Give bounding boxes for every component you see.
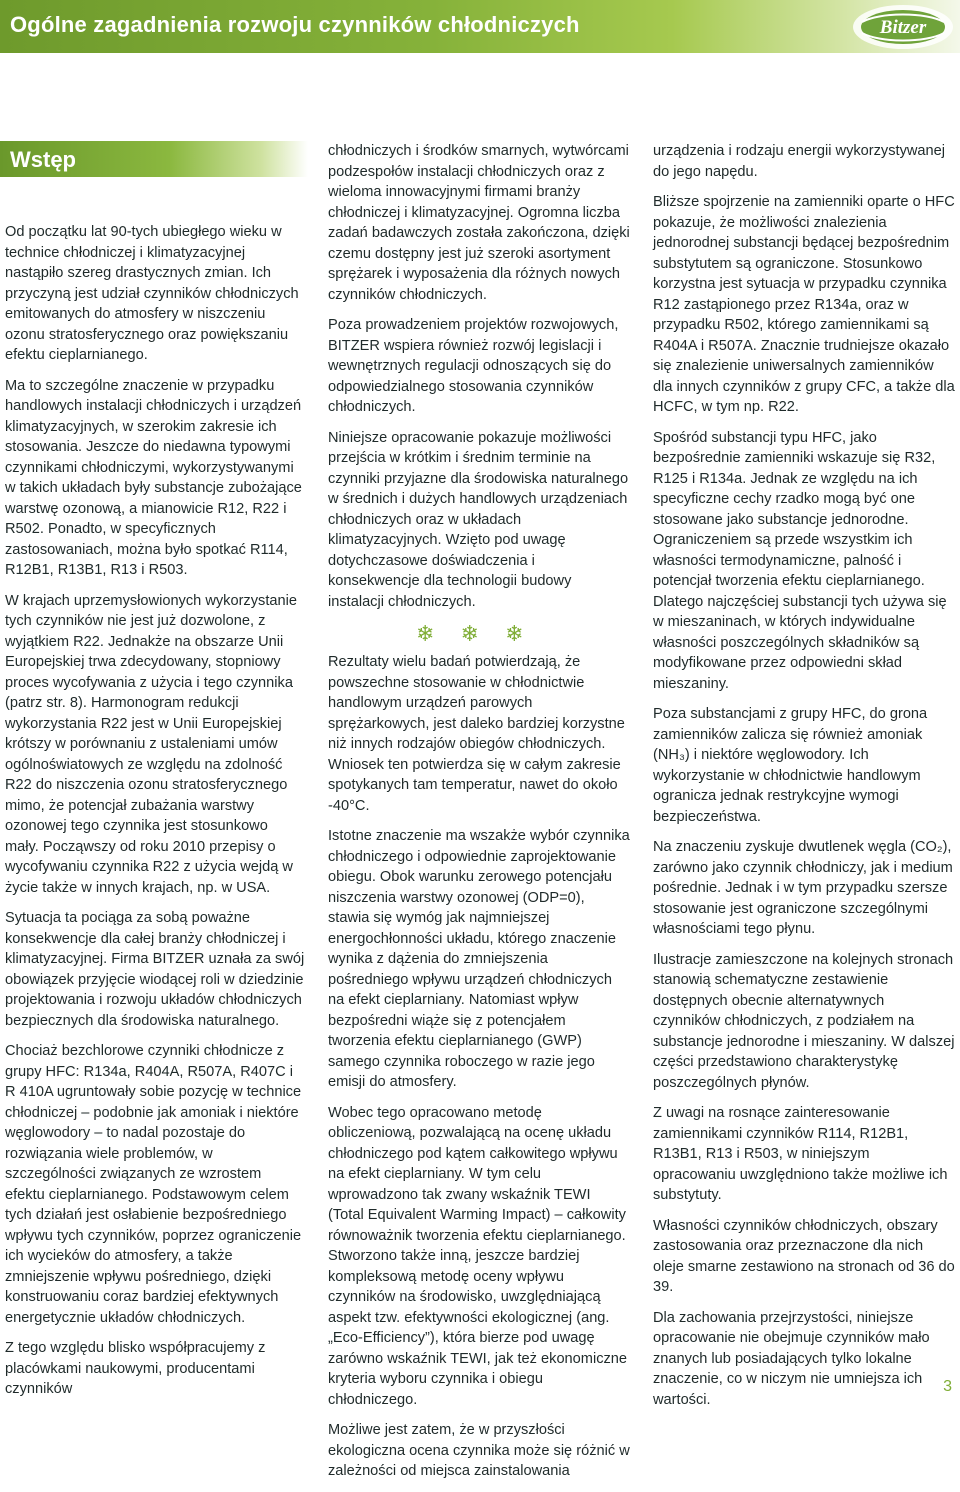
bitzer-logo <box>850 2 956 52</box>
paragraph: Rezultaty wielu badań potwierdzają, że powszechne stosowanie w chłodnictwie handlowym urządzeń parowych sprężarkowych, jest daleko bardziej korzystne niż innych rodzajów obiegów chłodniczych. Wniosek ten potwierdza się w całym zakresie spotykanych tam temperatur, nawet do około -40°C. <box>328 654 625 814</box>
paragraph: Wobec tego opracowano metodę obliczeniową, pozwalającą na ocenę układu chłodniczego pod kątem całkowitego wpływu na efekt cieplarniany. W tym celu wprowadzono tak zwany wskaźnik TEWI (Total Equivalent Warming Impact) – całkowity równoważnik tworzenia efektu cieplarnianego. Stworzono także inną, jeszcze bardziej kompleksową metodę oceny wpływu czynników na środowisko, uwzględniającą aspekt tzw. efektywności ekologicznej (ang. „Eco-Efficiency”), która bierze pod uwagę zarówno wskaźnik TEWI, jak też ekonomiczne kryteria wyboru czynnika i obiegu chłodniczego. <box>328 1104 628 1408</box>
paragraph: Własności czynników chłodniczych, obszary zastosowania oraz przeznaczone dla nich oleje smarne zestawiono na stronach od 36 do 39. <box>653 1217 955 1295</box>
paragraph: chłodniczych i środków smarnych, wytwórcami podzespołów instalacji chłodniczych oraz z wieloma innowacyjnymi firmami branży chłodniczej i klimatyzacyjnej. Ogromna liczba zadań badawczych została zakończona, dzięki czemu dostępny jest już szeroki asortyment sprężarek i wyposażenia dla różnych nowych czynników chłodniczych. <box>328 143 630 303</box>
paragraph: Chociaż bezchlorowe czynniki chłodnicze z grupy HFC: R134a, R404A, R507A, R407C i R 410A ugruntowały sobie pozycję w technice chłodniczej – podobnie jak amoniak i niektóre węglowodory – to nadal pozostaje do rozwiązania wiele problemów, w szczególności związanych ze wzrostem efektu cieplarnianego. Podstawowym celem tych działań jest osłabienie bezpośredniego wpływu tych czynników, poprzez ograniczenie ich wycieków do atmosfery, a także zmniejszenie wpływu pośredniego, dzięki konstruowaniu coraz bardziej efektywnych energetycznie układów chłodniczych. <box>5 1043 302 1326</box>
column-2 <box>328 141 630 1492</box>
column-3 <box>653 141 955 1420</box>
svg-text:Bitzer: Bitzer <box>879 17 927 38</box>
paragraph: Dla zachowania przejrzystości, niniejsze opracowanie nie obejmuje czynników mało znanych lub posiadających tylko lokalne znaczenie, co w niczym nie umniejsza ich wartości. <box>653 1309 930 1408</box>
section-header <box>0 141 308 177</box>
paragraph: Spośród substancji typu HFC, jako bezpośrednie zamienniki wskazuje się R32, R125 i R134a. Jednak ze względu na ich specyficzne cechy rzadko mogą być one stosowane jako substancje jednorodne. Ograniczeniem są przede wszystkim ich własności termodynamiczne, palność i potencjał tworzenia efektu cieplarnianego. Dlatego najczęściej substancji tych używa się w mieszaninach, w których indywidualne własności poszczególnych składników są modyfikowane przez odpowiedni skład mieszaniny. <box>653 429 947 692</box>
section-title: Wstęp <box>10 147 76 172</box>
paragraph: Poza substancjami z grupy HFC, do grona zamienników zalicza się również amoniak (NH₃) i niektóre węglowodory. Ich wykorzystanie w chłodnictwie handlowym ogranicza jednak restrykcyjne wymogi bezpieczeństwa. <box>653 706 928 825</box>
paragraph: Sytuacja ta pociąga za sobą poważne konsekwencje dla całej branży chłodniczej i klimatyzacyjnej. Firma BITZER uznała za swój obowiązek przyjęcie wiodącej roli w dziedzinie projektowania i rozwoju układów chłodniczych bezpiecznych dla środowiska naturalnego. <box>5 910 305 1029</box>
paragraph: Bliższe spojrzenie na zamienniki oparte o HFC pokazuje, że możliwości znalezienia jednorodnej substancji będącej bezpośrednim substytutem są ograniczone. Stosunkowo korzystna jest sytuacja w przypadku czynnika R12 zastąpionego przez R134a, oraz w przypadku R502, którego zamiennikami są R404A i R507A. Znacznie trudniejsze okazało się znalezienie uniwersalnych zamienników dla innych czynników z grupy CFC, a także dla HCFC, w tym np. R22. <box>653 194 955 415</box>
page-number: 3 <box>943 1378 952 1395</box>
paragraph: Od początku lat 90-tych ubiegłego wieku w technice chłodniczej i klimatyzacyjnej nastąpiło szereg drastycznych zmian. Ich przyczyną jest udział czynników chłodniczych emitowanych do atmosfery w niszczeniu ozonu stratosferycznego oraz powiększaniu efektu cieplarnianego. <box>5 224 299 363</box>
column-1 <box>5 222 305 1410</box>
paragraph: W krajach uprzemysłowionych wykorzystanie tych czynników nie jest już dozwolone, z wyjątkiem R22. Jednakże na obszarze Unii Europejskiej trwa zdecydowany, stopniowy proces wycofywania z użycia i tego czynnika (patrz str. 8). Harmonogram redukcji wykorzystania R22 jest w Unii Europejskiej krótszy w porównaniu z ustaleniami umów ogólnoświatowych ze względu na zdolność R22 do niszczenia ozonu stratosferycznego mimo, że potencjał zubażania warstwy ozonowej tego czynnika jest stosunkowo mały. Począwszy od roku 2010 przepisy o wycofywaniu czynnika R22 z użycia wejdą w życie także w innych krajach, np. w USA. <box>5 592 297 896</box>
paragraph: Ilustracje zamieszczone na kolejnych stronach stanowią schematyczne zestawienie dostępnych obecnie alternatywnych czynników chłodniczych, z podziałem na substancje jednorodne i mieszaniny. W dalszej części przedstawiono charakterystykę poszczególnych płynów. <box>653 951 955 1091</box>
snowflake-divider-icon: ❄ ❄ ❄ <box>416 621 534 646</box>
paragraph: Z uwagi na rosnące zainteresowanie zamiennikami czynników R114, R12B1, R13B1, R13 i R503, w niniejszym opracowaniu uwzględniono także możliwe ich substytuty. <box>653 1105 948 1203</box>
header-bar <box>0 0 960 53</box>
paragraph: Możliwe jest zatem, że w przyszłości ekologiczna ocena czynnika może się różnić w zależności od miejsca zainstalowania <box>328 1422 630 1479</box>
paragraph: Z tego względu blisko współpracujemy z placówkami naukowymi, producentami czynników <box>5 1340 266 1397</box>
paragraph: Na znaczeniu zyskuje dwutlenek węgla (CO₂), zarówno jako czynnik chłodniczy, jak i medium pośrednie. Jednak i w tym przypadku szersze stosowanie jest ograniczone szczególnymi własnościami tego płynu. <box>653 839 953 937</box>
paragraph: Istotne znaczenie ma wszakże wybór czynnika chłodniczego i odpowiednie zaprojektowanie obiegu. Obok warunku zerowego potencjału niszczenia warstwy ozonowej (ODP=0), stawia się wymóg jak najmniejszej energochłonności układu, którego znaczenie wynika z dążenia do zmniejszenia pośredniego wpływu urządzeń chłodniczych na efekt cieplarniany. Natomiast wpływ bezpośredni wiąże się z potencjałem tworzenia efektu cieplarnianego (GWP) samego czynnika roboczego w razie jego emisji do atmosfery. <box>328 828 630 1090</box>
paragraph: urządzenia i rodzaju energii wykorzystywanej do jego napędu. <box>653 143 946 180</box>
paragraph: Niniejsze opracowanie pokazuje możliwości przejścia w krótkim i średnim terminie na czynniki przyjazne dla środowiska naturalnego w średnich i dużych handlowych urządzeniach chłodniczych oraz w układach klimatyzacyjnych. Wzięto pod uwagę dotychczasowe doświadczenia i konsekwencje dla technologii budowy instalacji chłodniczych. <box>328 429 629 610</box>
paragraph: Ma to szczególne znaczenie w przypadku handlowych instalacji chłodniczych i urządzeń klimatyzacyjnych, w szerokim zakresie ich stosowania. Jeszcze do niedawna typowymi czynnikami chłodniczymi, wykorzystywanymi w takich układach były substancje zubożające warstwę ozonową, a mianowicie R12, R22 i R502. Ponadto, w specyficznych zastosowaniach, można było spotkać R114, R12B1, R13B1, R13 i R503. <box>5 377 302 578</box>
page-title: Ogólne zagadnienia rozwoju czynników chłodniczych <box>10 12 580 37</box>
paragraph: Poza prowadzeniem projektów rozwojowych, BITZER wspiera również rozwój legislacji i wewnętrznych regulacji odnoszących się do odpowiedzialnego stosowania czynników chłodniczych. <box>328 317 619 415</box>
